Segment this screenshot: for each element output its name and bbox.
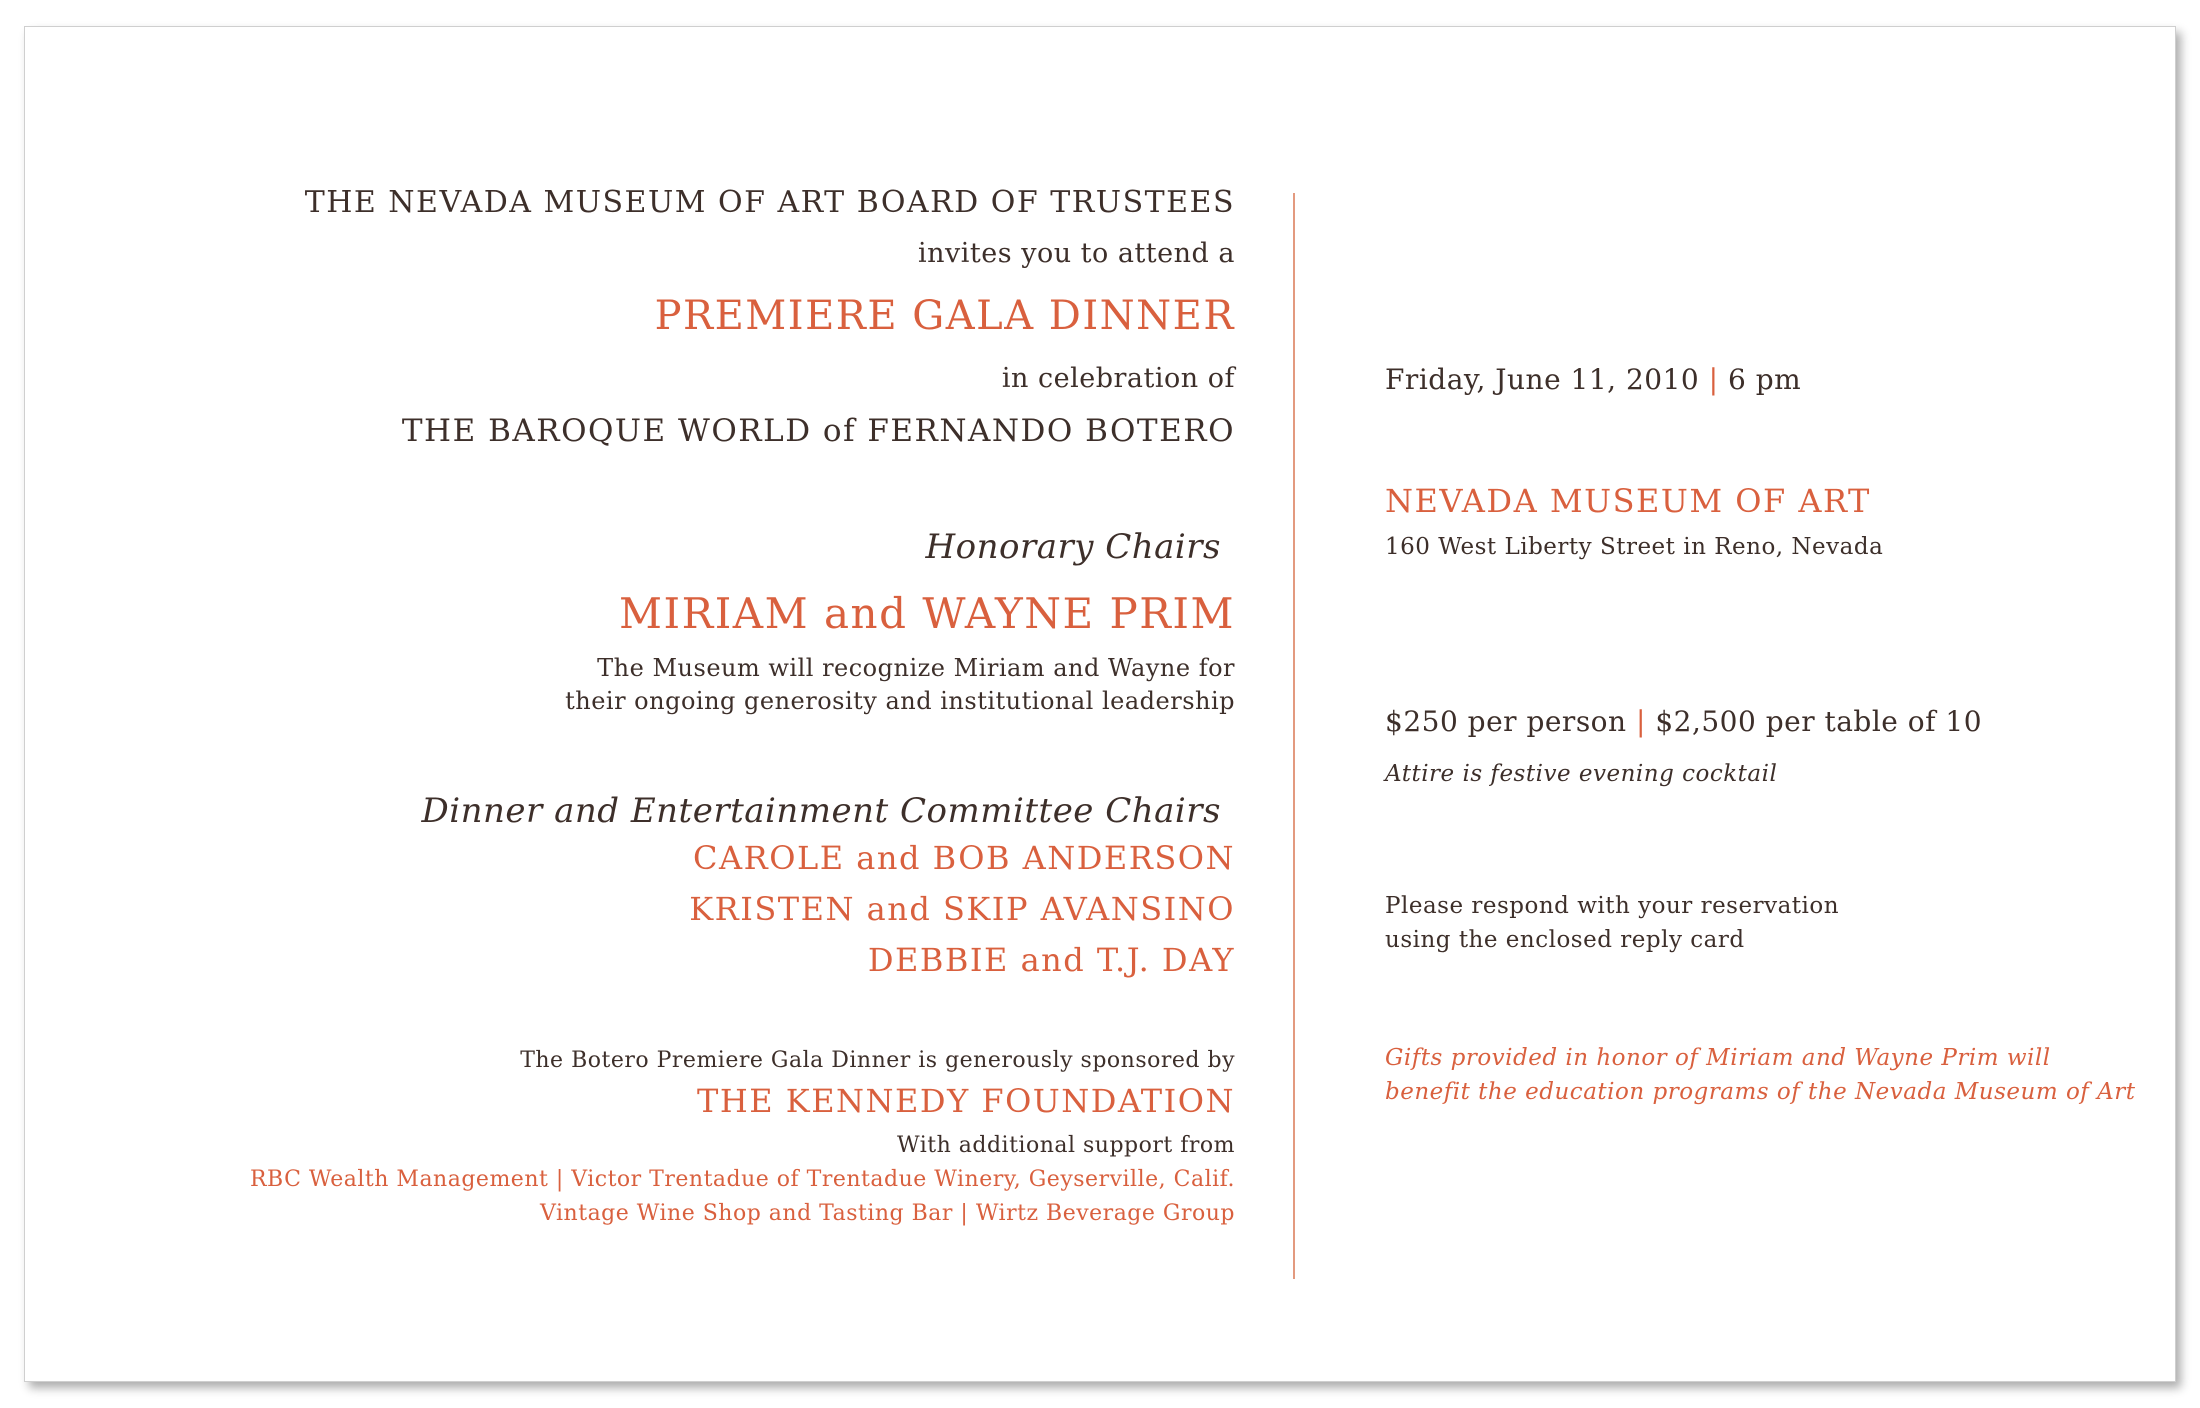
chair-name: DEBBIE and T.J. DAY: [867, 941, 1235, 979]
support-intro: With additional support from: [896, 1133, 1235, 1158]
event-datetime: [1385, 363, 1801, 396]
venue-name: NEVADA MUSEUM OF ART: [1385, 482, 1871, 520]
supporters-line-1: RBC Wealth Management | Victor Trentadue of Trentadue Winery, Geyserville, Calif.: [249, 1167, 1235, 1192]
event-title: PREMIERE GALA DINNER: [654, 293, 1235, 339]
price-per-table: $2,500 per table of 10: [1655, 705, 1983, 738]
exhibition-title: THE BAROQUE WORLD of FERNANDO BOTERO: [401, 413, 1235, 449]
chair-name: CAROLE and BOB ANDERSON: [693, 839, 1235, 877]
invites-line: invites you to attend a: [918, 238, 1235, 269]
recognition-line-2: their ongoing generosity and institutional leadership: [565, 687, 1235, 715]
column-divider: [1293, 193, 1295, 1279]
event-time: 6 pm: [1727, 363, 1802, 396]
chair-name: KRISTEN and SKIP AVANSINO: [689, 890, 1235, 928]
celebration-line: in celebration of: [1001, 363, 1235, 394]
pricing: [1385, 705, 1982, 738]
invitation-card: [24, 26, 2176, 1382]
sponsor-intro: The Botero Premiere Gala Dinner is generously sponsored by: [520, 1048, 1235, 1073]
separator: |: [1635, 705, 1646, 738]
honorees-name: MIRIAM and WAYNE PRIM: [619, 589, 1235, 638]
attire-note: Attire is festive evening cocktail: [1385, 761, 1778, 787]
committee-chairs-heading: Dinner and Entertainment Committee Chairs: [421, 791, 1221, 831]
honorary-chairs-heading: Honorary Chairs: [925, 527, 1221, 567]
host-heading: THE NEVADA MUSEUM OF ART BOARD OF TRUSTEES: [304, 185, 1235, 220]
price-per-person: $250 per person: [1385, 705, 1627, 738]
recognition-line-1: The Museum will recognize Miriam and Wayne for: [597, 654, 1235, 682]
sponsor-name: THE KENNEDY FOUNDATION: [697, 1082, 1235, 1120]
gifts-line-1: Gifts provided in honor of Miriam and Wayne Prim will: [1385, 1045, 2051, 1071]
venue-address: 160 West Liberty Street in Reno, Nevada: [1385, 534, 1884, 560]
supporters-line-2: Vintage Wine Shop and Tasting Bar | Wirtz Beverage Group: [540, 1201, 1235, 1226]
event-date: Friday, June 11, 2010: [1385, 363, 1700, 396]
rsvp-line-2: using the enclosed reply card: [1385, 927, 1745, 953]
rsvp-line-1: Please respond with your reservation: [1385, 893, 1840, 919]
gifts-line-2: benefit the education programs of the Nevada Museum of Art: [1385, 1079, 2136, 1105]
separator: |: [1708, 363, 1719, 396]
